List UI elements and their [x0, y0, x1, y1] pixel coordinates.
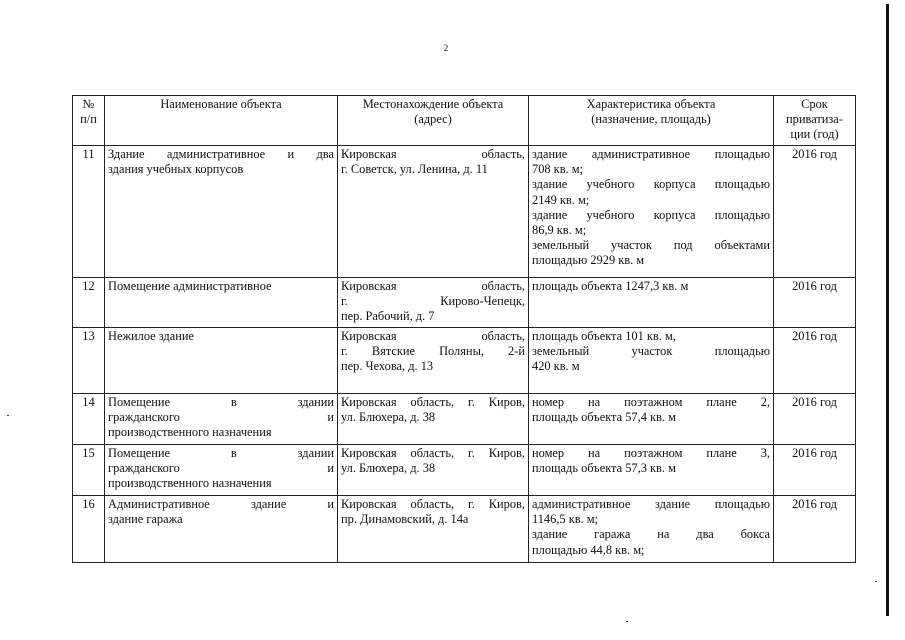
- right-edge-rule: [886, 4, 889, 616]
- object-location: Кировская область, г. Советск, ул. Ленина, д. 11: [338, 146, 529, 278]
- object-name: Здание административное и два здания учебных корпусов: [105, 146, 338, 278]
- table-row: [73, 445, 856, 496]
- table-row: [73, 278, 856, 328]
- privatization-term: 2016 год: [774, 278, 856, 328]
- privatization-term: 2016 год: [774, 496, 856, 563]
- table-row: [73, 146, 856, 278]
- object-location: Кировская область, г. Вятские Поляны, 2-й пер. Чехова, д. 13: [338, 328, 529, 394]
- table-row: [73, 496, 856, 563]
- row-number: 12: [73, 278, 105, 328]
- scan-speck: [626, 621, 628, 622]
- table-row: [73, 328, 856, 394]
- row-number: 15: [73, 445, 105, 496]
- privatization-table: [72, 95, 856, 563]
- object-characteristics: административное здание площадью 1146,5 кв. м; здание гаража на два бокса площадью 44,8 кв. м;: [529, 496, 774, 563]
- header-row: [73, 96, 856, 146]
- header-term: Срок приватиза- ции (год): [774, 96, 856, 146]
- object-name: Помещение в здании гражданского и производственного назначения: [105, 445, 338, 496]
- privatization-term: 2016 год: [774, 328, 856, 394]
- header-name: Наименование объекта: [105, 96, 338, 146]
- object-location: Кировская область, г. Киров, ул. Блюхера, д. 38: [338, 445, 529, 496]
- scan-speck: [875, 581, 877, 582]
- object-name: Помещение в здании гражданского и производственного назначения: [105, 394, 338, 445]
- header-num: № п/п: [73, 96, 105, 146]
- object-characteristics: номер на поэтажном плане 3, площадь объекта 57,3 кв. м: [529, 445, 774, 496]
- object-characteristics: площадь объекта 101 кв. м, земельный участок площадью 420 кв. м: [529, 328, 774, 394]
- row-number: 13: [73, 328, 105, 394]
- object-name: Административное здание и здание гаража: [105, 496, 338, 563]
- object-location: Кировская область, г. Киров, пр. Динамовский, д. 14а: [338, 496, 529, 563]
- privatization-term: 2016 год: [774, 146, 856, 278]
- header-location: Местонахождение объекта (адрес): [338, 96, 529, 146]
- object-characteristics: здание административное площадью 708 кв. м; здание учебного корпуса площадью 2149 кв. м; здание учебного корпуса площадью 86,9 кв. м; земельный участок под объектами площадью 2929 кв. м: [529, 146, 774, 278]
- privatization-term: 2016 год: [774, 445, 856, 496]
- object-name: Нежилое здание: [105, 328, 338, 394]
- row-number: 14: [73, 394, 105, 445]
- row-number: 16: [73, 496, 105, 563]
- privatization-term: 2016 год: [774, 394, 856, 445]
- object-location: Кировская область, г. Кирово-Чепецк, пер. Рабочий, д. 7: [338, 278, 529, 328]
- object-location: Кировская область, г. Киров, ул. Блюхера, д. 38: [338, 394, 529, 445]
- table-row: [73, 394, 856, 445]
- object-characteristics: номер на поэтажном плане 2, площадь объекта 57,4 кв. м: [529, 394, 774, 445]
- object-name: Помещение административное: [105, 278, 338, 328]
- page-number: 2: [443, 43, 449, 53]
- scan-speck: [7, 415, 9, 416]
- header-characteristics: Характеристика объекта (назначение, площадь): [529, 96, 774, 146]
- row-number: 11: [73, 146, 105, 278]
- object-characteristics: площадь объекта 1247,3 кв. м: [529, 278, 774, 328]
